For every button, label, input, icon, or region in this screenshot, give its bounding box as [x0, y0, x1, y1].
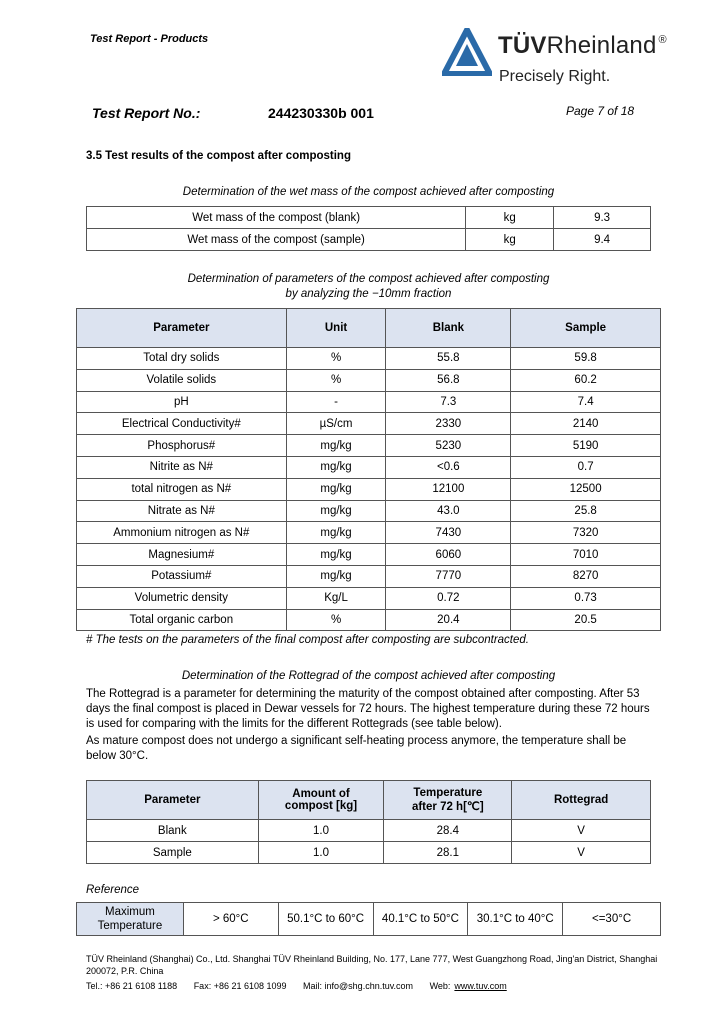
cell: 8270: [511, 565, 661, 587]
rottegrad-description: The Rottegrad is a parameter for determining the maturity of the compost obtained after composting. After 53 days the final compost is placed in Dewar vessels for 72 hours. The highest temperature during these 72 hours is used for comparing with the limits for the different Rottegrads (see table below).: [86, 688, 650, 731]
section-title: 3.5 Test results of the compost after composting: [86, 150, 351, 162]
cell: 0.7: [511, 456, 661, 478]
cell: 12500: [511, 478, 661, 500]
cell: 20.4: [386, 609, 511, 631]
brand-name: TÜVRheinland ®: [498, 32, 667, 59]
table-row: [87, 820, 651, 842]
cell: 6060: [386, 544, 511, 566]
cell: %: [286, 369, 386, 391]
wet-mass-caption: Determination of the wet mass of the compost achieved after composting: [182, 186, 555, 198]
table-row: [87, 229, 651, 251]
column-header: Amount of compost [kg]: [258, 781, 384, 820]
wet-mass-value: 9.3: [554, 207, 651, 229]
cell: <0.6: [386, 456, 511, 478]
table-row: [77, 587, 661, 609]
footer-address: TÜV Rheinland (Shanghai) Co., Ltd. Shanghai TÜV Rheinland Building, No. 177, Lane 777, West Guangzhong Road, Jing'an District, Shanghai 200072, P.R. China: [86, 954, 658, 976]
report-number: 244230330b 001: [268, 105, 374, 121]
table-row: [77, 565, 661, 587]
table-row: [77, 413, 661, 435]
column-header: Temperature after 72 h[℃]: [384, 781, 512, 820]
cell: 7.3: [386, 391, 511, 413]
document-type: Test Report - Products: [90, 33, 209, 45]
column-header: Parameter: [77, 309, 287, 348]
cell: 7430: [386, 522, 511, 544]
cell: 0.72: [386, 587, 511, 609]
cell: Electrical Conductivity#: [77, 413, 287, 435]
wet-mass-value: 9.4: [554, 229, 651, 251]
rottegrad-caption: Determination of the Rottegrad of the compost achieved after composting: [181, 670, 556, 682]
cell: 2330: [386, 413, 511, 435]
cell: Volatile solids: [77, 369, 287, 391]
table-row: [77, 435, 661, 457]
cell: 28.1: [384, 842, 512, 864]
table-row: [87, 842, 651, 864]
table-row: [77, 391, 661, 413]
table-row: [77, 609, 661, 631]
cell: 56.8: [386, 369, 511, 391]
rottegrad-table: [86, 780, 651, 864]
column-header: Unit: [286, 309, 386, 348]
website-link[interactable]: www.tuv.com: [454, 981, 507, 991]
cell: Phosphorus#: [77, 435, 287, 457]
table-row: [77, 348, 661, 370]
cell: 5190: [511, 435, 661, 457]
params-caption: Determination of parameters of the compost achieved after composting by analyzing the −10mm fraction: [187, 273, 550, 300]
cell: Total dry solids: [77, 348, 287, 370]
table-row: [77, 544, 661, 566]
cell: mg/kg: [286, 544, 386, 566]
cell: 7.4: [511, 391, 661, 413]
cell: 7770: [386, 565, 511, 587]
cell: µS/cm: [286, 413, 386, 435]
reference-value: 50.1°C to 60°C: [278, 903, 373, 936]
cell: 12100: [386, 478, 511, 500]
cell: -: [286, 391, 386, 413]
table-header-row: [87, 781, 651, 820]
cell: Volumetric density: [77, 587, 287, 609]
cell: mg/kg: [286, 500, 386, 522]
table-row: [87, 207, 651, 229]
reference-table: [76, 902, 661, 936]
wet-mass-unit: kg: [466, 229, 554, 251]
table-header-row: [77, 309, 661, 348]
rottegrad-requirement: As mature compost does not undergo a significant self-heating process anymore, the temperature shall be below 30°C.: [86, 735, 627, 763]
table-row: [77, 500, 661, 522]
cell: Blank: [87, 820, 259, 842]
reference-value: <=30°C: [563, 903, 661, 936]
cell: 7010: [511, 544, 661, 566]
report-number-label: Test Report No.:: [92, 105, 201, 121]
table-row: [77, 903, 661, 936]
cell: mg/kg: [286, 478, 386, 500]
cell: 20.5: [511, 609, 661, 631]
cell: Nitrate as N#: [77, 500, 287, 522]
params-table: [76, 308, 661, 631]
cell: Kg/L: [286, 587, 386, 609]
cell: Sample: [87, 842, 259, 864]
cell: %: [286, 609, 386, 631]
brand-logo: [440, 26, 680, 90]
footer-tel: Tel.: +86 21 6108 1188: [86, 981, 178, 991]
cell: mg/kg: [286, 435, 386, 457]
cell: %: [286, 348, 386, 370]
subcontract-note: # The tests on the parameters of the final compost after composting are subcontracted.: [86, 634, 529, 646]
cell: 5230: [386, 435, 511, 457]
column-header: Rottegrad: [512, 781, 651, 820]
triangle-logo-icon: [442, 28, 492, 76]
column-header: Parameter: [87, 781, 259, 820]
wet-mass-unit: kg: [466, 207, 554, 229]
cell: 55.8: [386, 348, 511, 370]
page-number: Page 7 of 18: [566, 104, 635, 118]
cell: 25.8: [511, 500, 661, 522]
reference-value: 40.1°C to 50°C: [373, 903, 468, 936]
cell: 28.4: [384, 820, 512, 842]
table-row: [77, 456, 661, 478]
cell: 0.73: [511, 587, 661, 609]
cell: Nitrite as N#: [77, 456, 287, 478]
reference-label: Reference: [86, 884, 140, 896]
table-row: [77, 369, 661, 391]
wet-mass-label: Wet mass of the compost (sample): [87, 229, 466, 251]
cell: mg/kg: [286, 565, 386, 587]
cell: 7320: [511, 522, 661, 544]
brand-tagline: Precisely Right.: [499, 68, 611, 85]
cell: Ammonium nitrogen as N#: [77, 522, 287, 544]
reference-header: Maximum Temperature: [77, 903, 184, 936]
cell: total nitrogen as N#: [77, 478, 287, 500]
footer-contact: [86, 981, 521, 991]
column-header: Blank: [386, 309, 511, 348]
cell: 2140: [511, 413, 661, 435]
cell: 1.0: [258, 842, 384, 864]
cell: Magnesium#: [77, 544, 287, 566]
table-row: [77, 478, 661, 500]
wet-mass-label: Wet mass of the compost (blank): [87, 207, 466, 229]
reference-value: 30.1°C to 40°C: [468, 903, 563, 936]
cell: 60.2: [511, 369, 661, 391]
cell: mg/kg: [286, 456, 386, 478]
reference-value: > 60°C: [183, 903, 278, 936]
table-row: [77, 522, 661, 544]
footer-mail: Mail: info@shg.chn.tuv.com: [303, 981, 414, 991]
cell: mg/kg: [286, 522, 386, 544]
column-header: Sample: [511, 309, 661, 348]
cell: V: [512, 820, 651, 842]
cell: 1.0: [258, 820, 384, 842]
wet-mass-table: [86, 206, 651, 251]
cell: Total organic carbon: [77, 609, 287, 631]
footer-fax: Fax: +86 21 6108 1099: [193, 981, 287, 991]
cell: 59.8: [511, 348, 661, 370]
cell: V: [512, 842, 651, 864]
footer-web: Web: www.tuv.com: [429, 981, 507, 991]
cell: Potassium#: [77, 565, 287, 587]
cell: pH: [77, 391, 287, 413]
cell: 43.0: [386, 500, 511, 522]
